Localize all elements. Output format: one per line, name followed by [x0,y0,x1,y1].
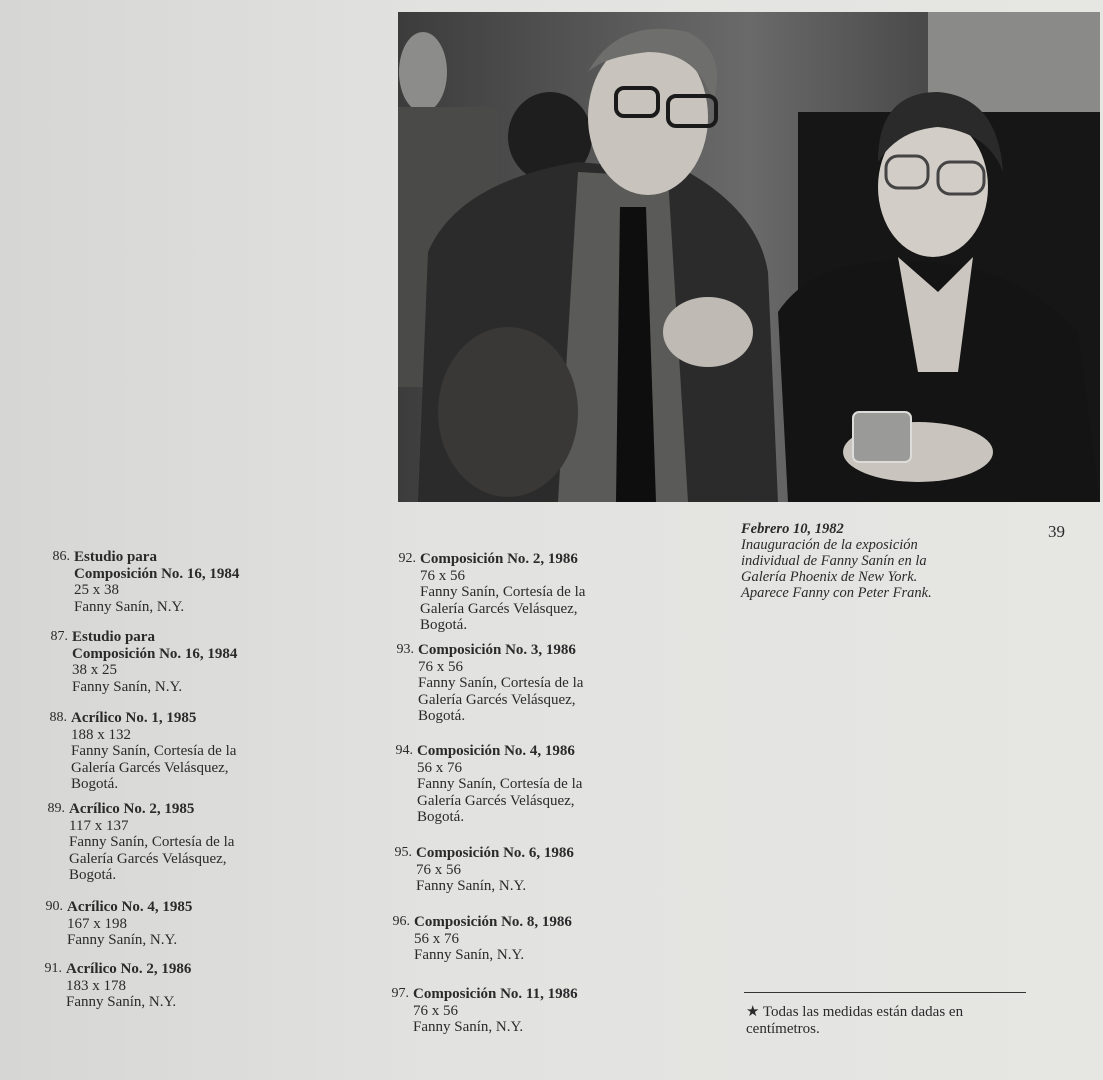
entry-number: 94. [395,743,413,758]
entry-dimensions: 56 x 76 [414,930,459,947]
entry-title: Acrílico No. 4, 1985 [67,899,193,915]
catalog-entry [394,845,574,895]
entry-dimensions: 76 x 56 [418,658,463,675]
catalog-entry [50,629,238,695]
caption-line: individual de Fanny Sanín en la [741,553,927,569]
entry-title: Composición No. 16, 1984 [72,645,238,662]
entry-owner: Fanny Sanín, N.Y. [414,947,525,963]
entry-number: 87. [50,629,68,644]
entry-owner: Fanny Sanín, Cortesía de la [420,584,586,600]
entry-title: Acrílico No. 1, 1985 [71,710,197,726]
entry-number: 97. [391,986,409,1001]
photo-caption [741,521,1021,601]
catalog-entry [45,899,193,949]
entry-owner: Fanny Sanín, Cortesía de la [69,834,235,850]
entry-title: Estudio para [72,629,155,645]
entry-owner: Fanny Sanín, N.Y. [416,878,527,894]
entry-title: Composición No. 6, 1986 [416,845,574,861]
entry-owner: Fanny Sanín, N.Y. [67,932,178,948]
entry-owner: Galería Garcés Velásquez, [71,759,229,776]
entry-dimensions: 76 x 56 [413,1002,458,1019]
entry-owner: Fanny Sanín, Cortesía de la [417,776,583,792]
entry-dimensions: 167 x 198 [67,915,127,932]
entry-owner: Fanny Sanín, N.Y. [66,994,177,1010]
entry-dimensions: 38 x 25 [72,662,117,678]
entry-number: 92. [398,551,416,566]
entry-owner: Bogotá. [418,708,466,724]
catalog-entry [47,801,235,884]
entry-number: 89. [47,801,65,816]
entry-number: 90. [45,899,63,914]
entry-title: Composición No. 11, 1986 [413,986,578,1002]
entry-owner: Galería Garcés Velásquez, [418,691,576,708]
entry-number: 88. [49,710,67,725]
catalog-entry [52,549,240,615]
entry-dimensions: 76 x 56 [416,861,461,878]
entry-number: 86. [52,549,70,564]
entry-dimensions: 76 x 56 [420,567,465,584]
entry-title: Composición No. 16, 1984 [74,565,240,582]
catalog-entry [49,710,237,793]
entry-owner: Galería Garcés Velásquez, [420,600,578,617]
entry-title: Composición No. 3, 1986 [418,642,576,658]
entry-dimensions: 183 x 178 [66,977,126,994]
entry-number: 93. [396,642,414,657]
entry-owner: Fanny Sanín, N.Y. [413,1019,524,1035]
footnote-divider [744,992,1026,993]
entry-title: Acrílico No. 2, 1985 [69,801,195,817]
event-photograph [398,12,1100,502]
entry-owner: Fanny Sanín, N.Y. [72,678,183,695]
caption-line: Galería Phoenix de New York. [741,569,918,585]
entry-title: Acrílico No. 2, 1986 [66,961,192,977]
photograph-illustration [398,12,1100,502]
footnote-line: centímetros. [746,1021,820,1037]
entry-title: Composición No. 4, 1986 [417,743,575,759]
entry-title: Estudio para [74,549,157,565]
entry-owner: Fanny Sanín, N.Y. [74,598,185,615]
entry-owner: Bogotá. [69,867,117,883]
catalog-entry [398,551,586,634]
page-number: 39 [1048,522,1065,541]
entry-title: Composición No. 2, 1986 [420,551,578,567]
caption-line: Inauguración de la exposición [741,537,918,553]
catalog-entry [44,961,192,1011]
entry-dimensions: 188 x 132 [71,726,131,743]
catalog-entry [395,743,583,826]
entry-owner: Fanny Sanín, Cortesía de la [418,675,584,691]
entry-number: 96. [392,914,410,929]
entry-dimensions: 25 x 38 [74,582,119,598]
entry-owner: Bogotá. [71,776,119,792]
entry-number: 95. [394,845,412,860]
entry-owner: Galería Garcés Velásquez, [417,792,575,809]
catalog-entry [396,642,584,725]
entry-owner: Bogotá. [417,809,465,825]
entry-dimensions: 117 x 137 [69,817,129,834]
entry-dimensions: 56 x 76 [417,759,462,776]
entry-title: Composición No. 8, 1986 [414,914,572,930]
entry-owner: Bogotá. [420,617,468,633]
entry-number: 91. [44,961,62,976]
caption-line: Aparece Fanny con Peter Frank. [741,585,932,601]
catalog-entry [392,914,572,964]
entry-owner: Galería Garcés Velásquez, [69,850,227,867]
footnote [746,1004,1046,1038]
footnote-line: ★ Todas las medidas están dadas en [746,1004,964,1020]
entry-owner: Fanny Sanín, Cortesía de la [71,743,237,759]
catalog-entry [391,986,578,1036]
caption-date: Febrero 10, 1982 [741,521,844,537]
